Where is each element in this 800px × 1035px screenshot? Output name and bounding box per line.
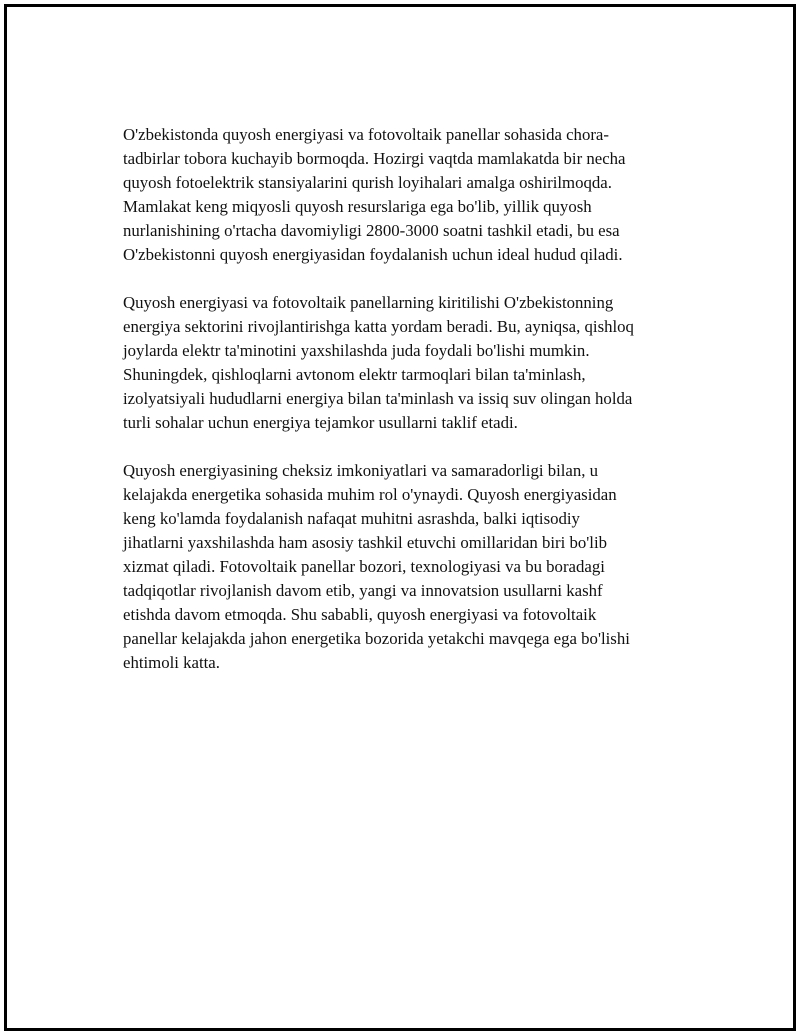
paragraph-2-line: Shuningdek, qishloqlarni avtonom elektr tarmoqlari bilan ta'minlash,	[123, 365, 586, 384]
paragraph-2-line: Quyosh energiyasi va fotovoltaik panellarning kiritilishi O'zbekistonning	[123, 293, 614, 312]
paragraph-1-line: O'zbekistonni quyosh energiyasidan foydalanish uchun ideal hudud qiladi.	[123, 245, 623, 264]
paragraph-1-line: quyosh fotoelektrik stansiyalarini qurish loyihalari amalga oshirilmoqda.	[123, 173, 612, 192]
paragraph-3-line: panellar kelajakda jahon energetika bozorida yetakchi mavqega ega bo'lishi	[123, 629, 630, 648]
paragraph-1-line: Mamlakat keng miqyosli quyosh resurslariga ega bo'lib, yillik quyosh	[123, 197, 592, 216]
paragraph-1	[123, 123, 693, 267]
paragraph-3-line: xizmat qiladi. Fotovoltaik panellar bozori, texnologiyasi va bu boradagi	[123, 557, 605, 576]
paragraph-3-line: tadqiqotlar rivojlanish davom etib, yangi va innovatsion usullarni kashf	[123, 581, 603, 600]
paragraph-1-line: nurlanishining o'rtacha davomiyligi 2800-3000 soatni tashkil etadi, bu esa	[123, 221, 620, 240]
document-body	[123, 123, 693, 699]
paragraph-1-line: O'zbekistonda quyosh energiyasi va fotovoltaik panellar sohasida chora-	[123, 125, 609, 144]
page-border	[4, 4, 796, 1031]
paragraph-2-line: turli sohalar uchun energiya tejamkor usullarni taklif etadi.	[123, 413, 518, 432]
paragraph-2-line: izolyatsiyali hududlarni energiya bilan ta'minlash va issiq suv olingan holda	[123, 389, 633, 408]
paragraph-3-line: etishda davom etmoqda. Shu sababli, quyosh energiyasi va fotovoltaik	[123, 605, 597, 624]
paragraph-3-line: keng ko'lamda foydalanish nafaqat muhitni asrashda, balki iqtisodiy	[123, 509, 580, 528]
paragraph-2	[123, 291, 693, 435]
paragraph-3-line: Quyosh energiyasining cheksiz imkoniyatlari va samaradorligi bilan, u	[123, 461, 599, 480]
paragraph-1-line: tadbirlar tobora kuchayib bormoqda. Hozirgi vaqtda mamlakatda bir necha	[123, 149, 626, 168]
paragraph-2-line: joylarda elektr ta'minotini yaxshilashda juda foydali bo'lishi mumkin.	[123, 341, 590, 360]
paragraph-3-line: kelajakda energetika sohasida muhim rol o'ynaydi. Quyosh energiyasidan	[123, 485, 617, 504]
paragraph-3	[123, 459, 693, 675]
paragraph-3-line: jihatlarni yaxshilashda ham asosiy tashkil etuvchi omillaridan biri bo'lib	[123, 533, 607, 552]
paragraph-3-line: ehtimoli katta.	[123, 653, 220, 672]
paragraph-2-line: energiya sektorini rivojlantirishga katta yordam beradi. Bu, ayniqsa, qishloq	[123, 317, 634, 336]
